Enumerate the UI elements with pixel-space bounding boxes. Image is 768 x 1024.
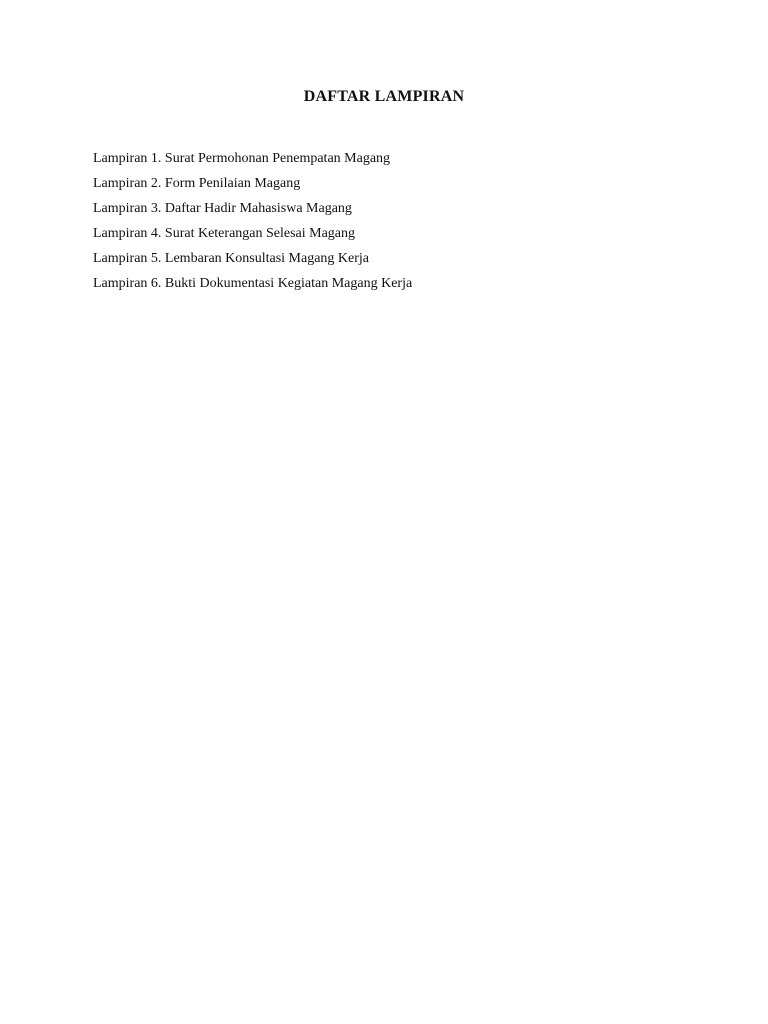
list-item: Lampiran 6. Bukti Dokumentasi Kegiatan Magang Kerja [93,276,413,291]
list-item: Lampiran 3. Daftar Hadir Mahasiswa Magang [93,201,352,216]
page-title: DAFTAR LAMPIRAN [303,88,465,105]
list-item: Lampiran 5. Lembaran Konsultasi Magang Kerja [93,251,370,266]
list-item: Lampiran 2. Form Penilaian Magang [93,176,301,191]
list-item: Lampiran 1. Surat Permohonan Penempatan Magang [93,151,391,166]
list-item: Lampiran 4. Surat Keterangan Selesai Magang [93,226,356,241]
attachment-list [93,146,693,296]
